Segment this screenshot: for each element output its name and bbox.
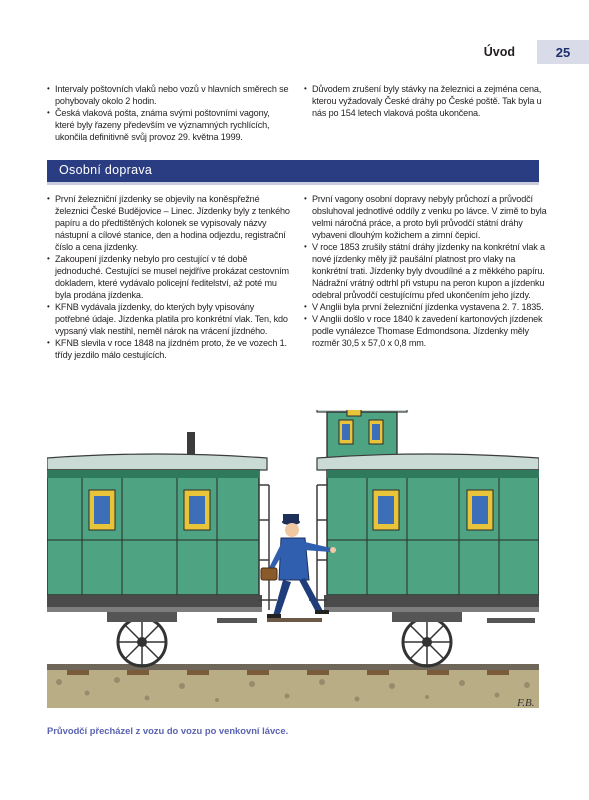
brakeman-cabin	[327, 412, 397, 460]
bullet-item: • V Anglii byla první železniční jízdenka vystavena 2. 7. 1835.	[304, 301, 548, 313]
right-wagon	[309, 410, 539, 666]
rail	[47, 664, 539, 670]
running-head: Úvod	[483, 45, 515, 59]
railway-wagons-illustration	[47, 410, 539, 712]
page-number: 25	[537, 40, 589, 64]
section-right-column	[304, 193, 548, 349]
bullet-item: • KFNB vydávala jízdenky, do kterých byly vpisovány potřebné údaje. Jízdenka platila pro konkrétní vlak. Ten, kdo vypsaný vlak nestihl, neměl nárok na vrácení jízdného.	[47, 301, 291, 337]
top-left-column	[47, 83, 291, 143]
figure-caption: Průvodčí přecházel z vozu do vozu po venkovní lávce.	[47, 725, 289, 736]
artist-signature: F.B.	[517, 697, 535, 709]
bullet-item: • Intervaly poštovních vlaků nebo vozů v hlavních směrech se pohybovaly okolo 2 hodin.	[47, 83, 291, 107]
section-left-column	[47, 193, 291, 361]
bullet-item: • V Anglii došlo v roce 1840 k zavedení kartonových jízdenek podle vynálezce Thomase Edmondsona. Jízdenky měly rozměr 30,5 x 57,0 x 0,8 mm.	[304, 313, 548, 349]
bullet-item: • Česká vlaková pošta, známa svými poštovními vagony, které byly řazeny především ve významných rychlících, ukončila definitivně svůj provoz 29. května 1999.	[47, 107, 291, 143]
bullet-item: • V roce 1853 zrušily státní dráhy jízdenky na konkrétní vlak a nové jízdenky měly již paušální platnost pro vlaky na konkrétní trati. Jízdenky byly dvoudílné a z měkkého papíru. Nádražní vrátný odtrhl při vstupu na peron kupon a jízdenku odebral průvodčí cestujícímu před ukončením jeho jízdy.	[304, 241, 548, 301]
bullet-item: • Důvodem zrušení byly stávky na železnici a zejména cena, kterou vyžadovaly České dráhy po České poště. Tak byla u nás po 154 letech vlaková pošta ukončena.	[304, 83, 548, 119]
section-heading-bar	[47, 160, 539, 185]
bullet-item: • První vagony osobní dopravy nebyly průchozí a průvodčí obsluhoval jednotlivé oddíly z venku po lávce. V zimě to byla velmi náročná práce, a proto byli průvodčí státní dráhy vybaveni dlouhým kožichem a zimní čepicí.	[304, 193, 548, 241]
ballast	[47, 668, 539, 708]
section-title: Osobní doprava	[59, 163, 153, 177]
bullet-item: • První železniční jízdenky se objevily na koněspřežné železnici České Budějovice – Linec. Jízdenky byly z tenkého papíru a do předtištěných kolonek se vypisovaly názvy nástupní a cílové stanice, den a hodina odjezdu, registrační číslo a cena jízdenky.	[47, 193, 291, 253]
wheel	[118, 618, 166, 666]
bullet-item: • KFNB slevila v roce 1848 na jízdném proto, že ve vozech 1. třídy jezdilo málo cestujících.	[47, 337, 291, 361]
bullet-item: • Zakoupení jízdenky nebylo pro cestující v té době jednoduché. Cestující se musel nejdříve prokázat cestovním dokladem, které vydávalo policejní ředitelství, až poté mu byla prodána jízdenka.	[47, 253, 291, 301]
wheel	[403, 618, 451, 666]
page-header	[484, 40, 589, 64]
left-wagon	[47, 432, 277, 666]
top-right-column	[304, 83, 548, 119]
